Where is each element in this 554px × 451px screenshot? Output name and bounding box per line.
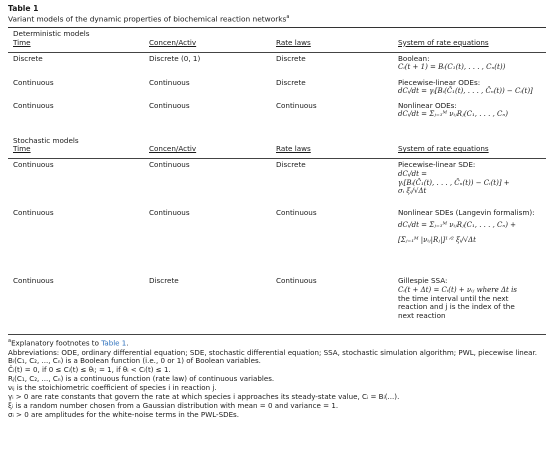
table-caption: Variant models of the dynamic properties of biochemical reaction networks$^a$ <box>8 14 290 24</box>
footnote-line: νᵢⱼ is the stoichiometric coefficient of species i in reaction j. <box>8 382 217 392</box>
header-rule <box>8 52 546 53</box>
footnote-line: Ĉᵢ(t) = 0, if 0 ≤ Cᵢ(t) ≤ θᵢ; = 1, if θᵢ < Cᵢ(t) ≤ 1. <box>8 365 171 375</box>
header-row <box>8 145 546 156</box>
header-system: System of rate equations <box>398 37 489 47</box>
table-row: Discrete Discrete (0, 1) Discrete Boolean: Cᵢ(t + 1) = Bᵢ(C₁(t), . . . , Cₙ(t)) <box>13 53 506 72</box>
header-rule <box>8 158 546 159</box>
footnote-line: ξᵢ is a random number chosen from a Gaussian distribution with mean = 0 and variance = 1. <box>8 400 339 410</box>
table-row: Continuous Continuous Discrete Piecewise-linear ODEs: dCᵢ/dt = γᵢ[Bᵢ(Ĉ₁(t), . . . , Ĉₙ(t)) − Cᵢ(t)] <box>13 77 533 96</box>
footnotes <box>8 338 546 419</box>
table-link[interactable]: Table 1 <box>101 338 127 348</box>
header-rate: Rate laws <box>276 144 311 154</box>
table-row: Continuous Continuous Continuous Nonlinear SDEs (Langevin formalism): dCᵢ/dt = Σⱼ₌₁ᴹ νᵢⱼRⱼ(C₁, . . . , Cₙ) + [Σⱼ₌₁ᴹ |νᵢⱼ|Rⱼ|]¹ᐟ² ξᵢ/√Δt <box>13 208 535 244</box>
header-system: System of rate equations <box>398 144 489 154</box>
footnote-line: Abbreviations: ODE, ordinary differential equation; SDE, stochastic differential equation; SSA, stochastic simulation algorithm; PWL, piecewise linear. <box>8 347 538 357</box>
bottom-rule <box>8 334 546 335</box>
table-container <box>8 4 546 419</box>
table-row: Continuous Continuous Discrete Piecewise-linear SDE: dCᵢ/dt = γᵢ[Bᵢ(Ĉ₁(t), . . . , Ĉₙ(t)) − Cᵢ(t)] + σᵢ ξᵢ/√Δt <box>13 160 510 196</box>
footnote-line: Rⱼ(C₁, C₂, ..., Cₙ) is a continuous function (rate law) of continuous variables. <box>8 374 275 384</box>
top-rule <box>8 27 546 28</box>
header-time: Time <box>13 37 31 47</box>
header-concen: Concen/Activ <box>149 144 197 154</box>
table-row: Continuous Discrete Continuous Gillespie SSA: Cᵢ(t + Δt) = Cᵢ(t) + νᵢⱼ where Δt is the time interval until the next reaction and j is the index of the next reaction <box>13 276 517 321</box>
footnote-line: Bᵢ(C₁, C₂, ..., Cₙ) is a Boolean function (i.e., 0 or 1) of Boolean variables. <box>8 356 261 366</box>
header-time: Time <box>13 144 31 154</box>
header-row <box>8 39 546 50</box>
header-concen: Concen/Activ <box>149 37 197 47</box>
section-title-stochastic: Stochastic models <box>13 135 79 145</box>
footnote-line: γᵢ > 0 are rate constants that govern the rate at which species i approaches its steady-state value, Cᵢ = Bᵢ(...). <box>8 391 400 401</box>
header-rate: Rate laws <box>276 37 311 47</box>
footnote-line: σᵢ > 0 are amplitudes for the white-noise terms in the PWL-SDEs. <box>8 409 240 419</box>
section-title-deterministic: Deterministic models <box>13 28 90 38</box>
footnote-explanatory: $^a$Explanatory footnotes to Table 1. <box>8 338 129 348</box>
table-label: Table 1 <box>8 4 39 13</box>
table-row: Continuous Continuous Continuous Nonlinear ODEs: dCᵢ/dt = Σⱼ₌₁ᴹ νᵢⱼRⱼ(C₁, . . . , Cₙ) <box>13 100 508 119</box>
